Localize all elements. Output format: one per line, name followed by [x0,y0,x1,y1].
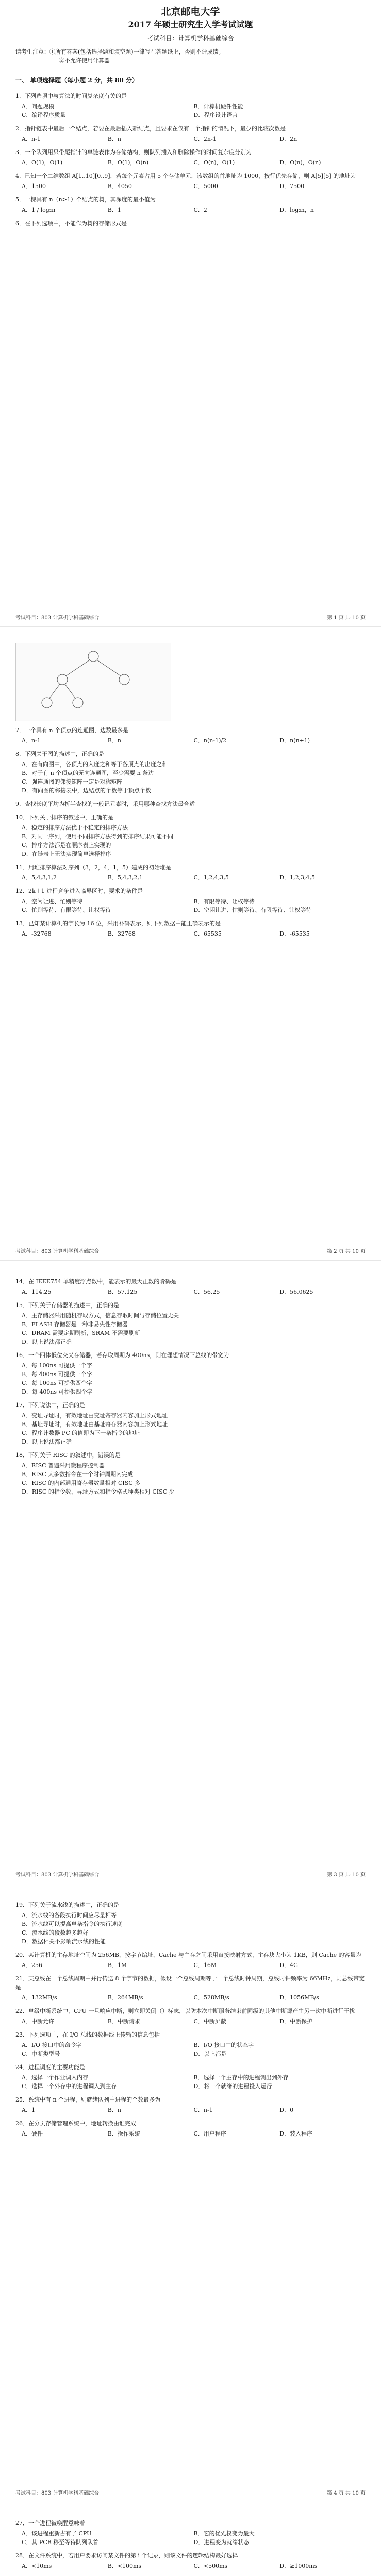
option-a: A．1 / log₂n [22,207,56,213]
option-d: D．每 400ns 可提供四个字 [22,1388,93,1395]
option-a: A．<10ms [22,2563,52,2569]
option-a: A．选择一个作业调入内存 [22,2074,88,2081]
footer-page-number: 第 3 页 共 10 页 [327,1872,366,1878]
option-a: A．5,4,3,1,2 [22,874,57,881]
question-stem: 23．下列选项中，在 I/O 总线的数据线上传输的信息包括 [15,2031,160,2038]
page-footer-4 [15,2488,366,2496]
option-b: B．它的优先权变为最大 [193,2530,255,2537]
option-d: D．数据相关不影响流水线的性能 [22,1938,106,1945]
option-c: C．强连通图的邻接矩阵一定是对称矩阵 [22,778,123,785]
option-b: B．对于有 n 个顶点的无向连通图，至少需要 n 条边 [22,770,154,776]
question-stem: 7．一个具有 n 个顶点的连通图，边数最多是 [15,727,129,734]
option-c: C．其 PCB 移至等待队列队首 [22,2539,99,2546]
option-a: A．RISC 普遍采用微程序控制器 [22,1462,105,1469]
option-c: C．5000 [193,183,218,190]
option-c: C．编译程序质量 [22,112,66,118]
option-a: A．硬件 [22,2130,43,2137]
question-17 [15,1401,366,1446]
option-d: D．以上都是 [193,2050,227,2057]
question-stem: 6．在下列选项中，不能作为树的存储形式是 [15,220,127,227]
university-name: 北京邮电大学 [161,6,220,18]
option-b: B．FLASH 存储器是一种非易失性存储器 [22,1321,128,1328]
option-b: B．计算机硬件性能 [193,103,243,110]
option-d: D．56.0625 [279,1289,313,1295]
option-b: B．5,4,3,2,1 [107,874,143,881]
question-stem: 20．某计算机的主存地址空间为 256MB，按字节编址，Cache 与主存之间采用直接映射方式，主存块大小为 1KB，则 Cache 的容量为 [15,1952,361,1958]
option-d: D．进程变为就绪状态 [193,2539,250,2546]
option-d: D．在链表上无法实现简单选择排序 [22,851,111,857]
option-d: D．以上说法都正确 [22,1338,72,1345]
question-22 [15,2007,366,2026]
option-a: A．每 100ns 可提供一个字 [22,1362,92,1369]
option-a: A．n-1 [22,737,41,744]
question-stem: 27．一个进程被唤醒意味着 [15,2520,85,2527]
page-4 [0,1896,381,2138]
option-a: A．变址寻址时，有效地址由变址寄存器内容加上形式地址 [22,1412,168,1419]
question-stem: 26．在分页存储管理系统中，地址转换由谁完成 [15,2120,136,2127]
option-b: B．I/O 接口中的状态字 [193,2042,254,2048]
question-stem: 17．下列说法中，正确的是 [15,1402,85,1409]
question-4 [15,172,366,191]
question-6 [15,219,366,228]
question-stem: 1．下列选项中与算法的时间复杂度有关的是 [15,93,127,99]
question-2 [15,124,366,143]
option-a: A．1500 [22,183,46,190]
question-26 [15,2119,366,2138]
question-9 [15,800,366,808]
question-stem: 15．下列关于存储器的描述中，正确的是 [15,1302,119,1309]
option-a: A．1 [22,2107,35,2113]
option-d: D．程序设计语言 [193,112,238,118]
question-stem: 9．查找长度平均为折半查找的一般记元素时，采用哪种查找方法最合适 [15,801,195,807]
page-divider [0,626,381,627]
option-a: A．在有向图中，各顶点的入度之和等于各顶点的出度之和 [22,761,168,768]
question-stem: 4．已知一个二维数组 A[1..10][0..9]，若每个元素占用 5 个存储单元，该数组的首地址为 1000，按行优先存储，则 A[5][5] 的地址为 [15,173,356,179]
question-8 [15,750,366,795]
option-d: D．以上说法都正确 [22,1438,72,1445]
option-c: C．O(n)，O(1) [193,159,235,166]
question-10 [15,813,366,858]
exam-subject: 考试科目：计算机学科基础综合 [147,35,234,42]
footer-subject: 考试科目：803 计算机学科基础综合 [15,615,100,621]
notice-block [15,47,366,65]
option-c: C．排序方法都是在顺序表上实现的 [22,842,111,849]
question-11 [15,863,366,882]
question-3 [15,148,366,167]
question-stem: 5．一棵具有 n（n>1）个结点的树，其深度的最小值为 [15,196,156,203]
option-b: B．32768 [107,930,136,937]
exam-title: 2017 年硕士研究生入学考试试题 [128,20,253,29]
option-c: C．用户程序 [193,2130,226,2137]
question-21 [15,1974,366,2002]
option-c: C．1,2,4,3,5 [193,874,229,881]
option-c: C．2n-1 [193,135,217,142]
question-18 [15,1451,366,1496]
question-stem: 13．已知某计算机的字长为 16 位，采用补码表示，则下列数据中能正确表示的是 [15,920,221,927]
option-c: C．中断类型号 [22,2050,60,2057]
option-b: B．流水线可以提高单条指令的执行速度 [22,1921,123,1927]
option-c: C．忙则等待、有限等待、让权等待 [22,907,111,913]
question-stem: 8．下列关于图的描述中，正确的是 [15,751,104,757]
question-7 [15,726,366,745]
option-d: D．4G [279,1962,298,1969]
option-b: B．n [107,135,121,142]
question-15 [15,1301,366,1346]
option-c: C．n-1 [193,2107,213,2113]
option-a: A．空闲让进、忙则等待 [22,898,82,905]
option-a: A．问题规模 [22,103,54,110]
question-28 [15,2551,366,2570]
question-stem: 12．2k＋1 进程竞争进入临界区时，要求的条件是 [15,888,143,894]
footer-page-number: 第 1 页 共 10 页 [327,615,366,621]
option-d: D．2n [279,135,297,142]
option-a: A．稳定的排序方法优于不稳定的排序方法 [22,824,128,831]
option-c: C．选择一个外存中的进程调入到主存 [22,2083,117,2090]
option-d: D．1,2,3,4,5 [279,874,316,881]
option-b: B．1 [107,207,121,213]
option-d: D．0 [279,2107,294,2113]
option-b: B．中断请求 [107,2018,140,2025]
question-stem: 19．下列关于流水线的描述中，正确的是 [15,1902,119,1908]
option-d: D．n(n+1) [279,737,310,744]
option-d: D．中断保护 [279,2018,313,2025]
option-d: D．≥1000ms [279,2563,318,2569]
option-a: A．114.25 [22,1289,52,1295]
question-5 [15,195,366,214]
question-1 [15,92,366,120]
option-c: C．2 [193,207,207,213]
option-d: D．1056MB/s [279,1994,319,2001]
question-stem: 18．下列关于 RISC 的叙述中，错误的是 [15,1452,121,1459]
option-d: D．装入程序 [279,2130,313,2137]
question-stem: 16．一个四体低位交叉存储器，若存取周期为 400ns，则在理想情况下总线的带宽为 [15,1352,229,1359]
option-c: C．n(n-1)/2 [193,737,227,744]
footer-page-number: 第 4 页 共 10 页 [327,2490,366,2496]
question-12 [15,887,366,914]
footer-page-number: 第 2 页 共 10 页 [327,1249,366,1255]
option-b: B．每 400ns 可提供一个字 [22,1371,92,1378]
page-5 [0,2514,381,2576]
question-stem: 14．在 IEEE754 单精度浮点数中，能表示的最大正数的阶码是 [15,1278,177,1285]
option-a: A．I/O 接口中的命令字 [22,2042,82,2048]
notice-label: 请考生注意： [15,48,49,55]
option-b: B．操作系统 [107,2130,140,2137]
option-d: D．-65535 [279,930,310,937]
option-c: C．每 100ns 可提供四个字 [22,1380,93,1386]
page-footer-2 [15,1247,366,1255]
page-footer-3 [15,1870,366,1878]
question-stem: 2．指针链表中最后一个结点，若要在最后插入新结点，且要求在仅有一个指针的情况下，最少的比较次数是 [15,125,286,132]
option-b: B．4050 [107,183,132,190]
option-b: B．有限等待、让权等待 [193,898,255,905]
question-stem: 22．单级中断系统中，CPU 一旦响应中断，则立即关闭（）标志，以防本次中断服务结束前同级的其他中断源产生另一次中断进行干扰 [15,2008,355,2014]
option-d: D．O(n)，O(n) [279,159,321,166]
option-b: B．<100ms [107,2563,142,2569]
option-b: B．基址寻址时，有效地址由基址寄存器内容加上形式地址 [22,1421,168,1428]
question-19 [15,1901,366,1946]
page-3 [0,1273,381,1496]
option-a: A．132MB/s [22,1994,57,2001]
tree-diagram-icon [16,643,171,721]
option-a: A．流水线的各段执行时间应尽量相等 [22,1912,117,1919]
option-b: B．O(1)，O(n) [107,159,149,166]
page-1 [0,0,381,228]
option-d: D．有向图的邻接表中，边结点的个数等于顶点个数 [22,787,151,794]
option-d: D．空闲让进、忙则等待、有限等待、让权等待 [193,907,312,913]
option-a: A．主存储器采用随机存取方式，信息存取时间与存储位置无关 [22,1312,179,1319]
question-stem: 24．进程调度的主要功能是 [15,2064,85,2071]
option-b: B．选择一个主存中的进程调出到外存 [193,2074,289,2081]
option-c: C．65535 [193,930,222,937]
question-stem: 10．下列关于排序的叙述中，正确的是 [15,814,113,821]
option-c: C．RISC 的内部通用寄存器数量相对 CISC 多 [22,1480,141,1486]
option-b: B．57.125 [107,1289,138,1295]
option-b: B．对同一序列，使用不同排序方法得到的排序结果可能不同 [22,833,174,840]
option-a: A．中断允许 [22,2018,54,2025]
option-c: C．56.25 [193,1289,220,1295]
option-d: D．RISC 的指令数、寻址方式和指令格式种类相对 CISC 少 [22,1488,175,1495]
page-2 [0,639,381,938]
option-d: D．将一个就绪的进程投入运行 [193,2083,272,2090]
notice-line-1: ①所有答案(包括选择题和填空题)一律写在答题纸上，否则不计成绩。 [49,48,224,55]
question-23 [15,2030,366,2058]
question-25 [15,2095,366,2114]
option-b: B．1M [107,1962,127,1969]
option-c: C．程序计数器 PC 的值即为下一条指令的地址 [22,1430,140,1436]
footer-subject: 考试科目：803 计算机学科基础综合 [15,1249,100,1255]
option-d: D．7500 [279,183,305,190]
question-stem: 3．一个队列用只带尾指针的单链表作为存储结构，则队列插入和删除操作的时间复杂度分别为 [15,149,252,156]
tree-figure [15,643,171,721]
option-b: B．n [107,737,121,744]
question-stem: 21．某总线在一个总线周期中并行传送 8 个字节的数据，假设一个总线周期等于一个总线时钟周期，总线时钟频率为 66MHz，则总线带宽是 [15,1975,365,1991]
option-a: A．O(1)，O(1) [22,159,63,166]
option-d: D．log₂n，n [279,207,314,213]
option-c: C．中断屏蔽 [193,2018,226,2025]
option-c: C．<500ms [193,2563,228,2569]
question-stem: 28．在文件系统中，若用户要求访问某文件的第 i 个记录，则该文件的逻辑结构最好选择 [15,2552,238,2559]
option-a: A．n-1 [22,135,41,142]
option-b: B．264MB/s [107,1994,143,2001]
option-b: B．n [107,2107,121,2113]
option-a: A．该进程重新占有了 CPU [22,2530,92,2537]
option-b: B．RISC 大多数指令在一个时钟周期内完成 [22,1471,134,1478]
question-stem: 11．用堆排序算法对序列（3，2，4，1，5）建成的初始堆是 [15,864,171,871]
option-c: C．DRAM 需要定期刷新，SRAM 不需要刷新 [22,1330,140,1336]
option-a: A．256 [22,1962,42,1969]
page-footer-1 [15,613,366,621]
question-stem: 25．系统中有 n 个进程，则就绪队列中进程的个数最多为 [15,2096,161,2103]
question-20 [15,1951,366,1970]
footer-subject: 考试科目：803 计算机学科基础综合 [15,2490,100,2496]
notice-line-2: ②不允许使用计算器 [59,57,110,64]
question-14 [15,1277,366,1296]
question-16 [15,1351,366,1396]
option-a: A．-32768 [22,930,52,937]
section-title: 一、 单项选择题（每小题 2 分，共 80 分） [15,77,138,84]
footer-subject: 考试科目：803 计算机学科基础综合 [15,1872,100,1878]
question-24 [15,2063,366,2091]
question-13 [15,919,366,938]
question-27 [15,2519,366,2547]
option-c: C．流水线的段数越多越好 [22,1929,89,1936]
option-c: C．528MB/s [193,1994,229,2001]
option-c: C．16M [193,1962,217,1969]
page-divider [0,1260,381,1261]
